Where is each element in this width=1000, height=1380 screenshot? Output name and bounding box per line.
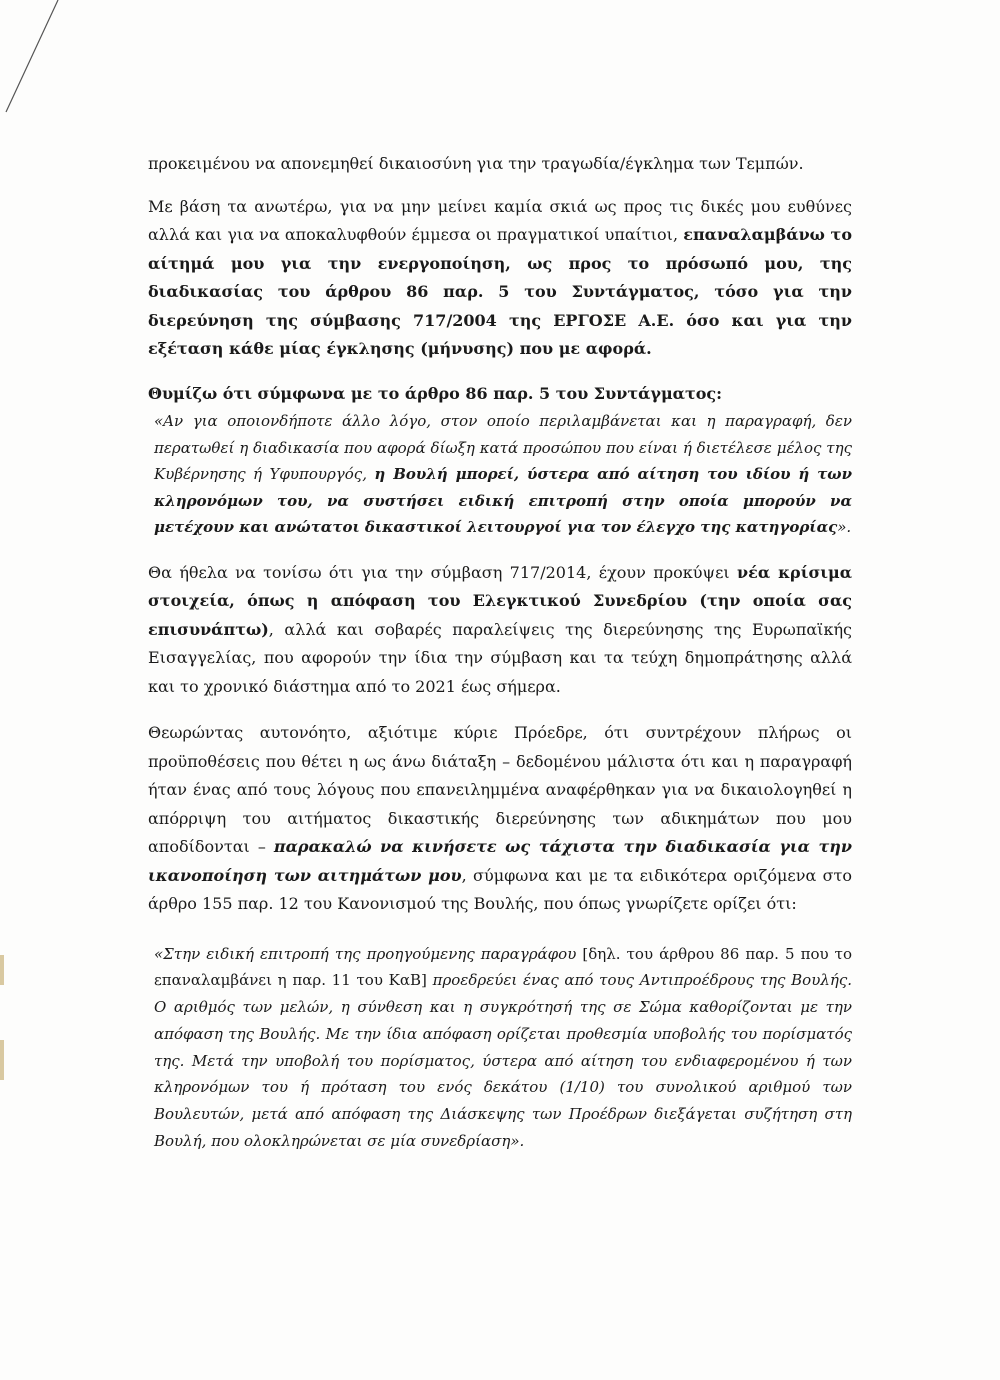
text-run-bold: επαναλαμβάνω το αίτημά μου για την ενεργοποίηση, ως προς το πρόσωπό μου, της διαδικασίας του άρθρου 86 παρ. 5 του Συντάγματος, τόσο για την διερεύνηση της σύμβασης 717/2004 της ΕΡΓΟΣΕ Α.Ε. όσο και για την εξέταση κάθε μίας έγκλησης (μήνυσης) που με αφορά. <box>148 225 852 358</box>
text-run: Θεωρώντας αυτονόητο, αξιότιμε κύριε Πρόεδρε, ότι συντρέχουν πλήρως οι προϋποθέσεις που θέτει η ως άνω διάταξη – δεδομένου μάλιστα ότι και η παραγραφή ήταν ένας από τους λόγους που επανειλημμένα αναφέρθηκαν για να δικαιολογηθεί η απόρριψη του αιτήματος δικαστικής διερεύνησης των αδικημάτων που μου αποδίδονται – <box>148 723 852 856</box>
text-run-bold-italic: η Βουλή μπορεί, ύστερα από αίτηση του ιδίου ή των κληρονόμων του, να συστήσει ειδική επιτροπή στην οποία μπορούν να μετέχουν και ανώτατοι δικαστικοί λειτουργοί για τον έλεγχο της κατηγορίας <box>154 465 852 536</box>
text-run-italic: προεδρεύει ένας από τους Αντιπροέδρους της Βουλής. Ο αριθμός των μελών, η σύνθεση και η συγκρότησή της σε Σώμα καθορίζονται με την απόφαση της Βουλής. Με την ίδια απόφαση ορίζεται προθεσμία υποβολής του πορίσματός της. Μετά την υποβολή του πορίσματος, ύστερα από αίτηση του ενδιαφερομένου ή των κληρονόμων του ή πρόταση του ενός δεκάτου (1/10) του συνολικού αριθμού των Βουλευτών, μετά από απόφαση της Διάσκεψης των Προέδρων διεξάγεται συζήτηση στη Βουλή, που ολοκληρώνεται σε μία συνεδρίαση». <box>154 971 852 1151</box>
text-run-bold-italic: παρακαλώ να κινήσετε ως τάχιστα την διαδικασία για την ικανοποίηση των αιτημάτων μου <box>148 837 852 885</box>
letter-body <box>148 150 852 1155</box>
text-run: , αλλά και σοβαρές παραλείψεις της διερεύνησης της Ευρωπαϊκής Εισαγγελίας, που αφορούν την ίδια την σύμβαση και τα τεύχη δημοπράτησης αλλά και το χρονικό διάστημα από το 2021 έως σήμερα. <box>148 619 852 696</box>
text-run-italic: ». <box>837 518 852 536</box>
text-run-bold: νέα κρίσιμα στοιχεία, όπως η απόφαση του Ελεγκτικού Συνεδρίου (την οποία σας επισυνάπτω) <box>148 562 853 639</box>
paragraph-intro <box>148 150 852 179</box>
text-run: Με βάση τα ανωτέρω, για να μην μείνει καμία σκιά ως προς τις δικές μου ευθύνες αλλά και για να αποκαλυφθούν έμμεσα οι πραγματικοί υπαίτιοι, <box>148 196 852 244</box>
quote-constitution <box>148 408 852 541</box>
text-run-italic: «Στην ειδική επιτροπή της προηγούμενης παραγράφου <box>154 944 583 963</box>
text-run: , σύμφωνα και με τα ειδικότερα οριζόμενα στο άρθρο 155 παρ. 12 του Κανονισμού της Βουλής, που όπως γνωρίζετε ορίζει ότι: <box>148 865 852 913</box>
text-run: προκειμένου να απονεμηθεί δικαιοσύνη για την τραγωδία/έγκλημα των Τεμπών. <box>148 154 804 173</box>
quote-regulation <box>148 941 852 1155</box>
scan-margin-mark <box>0 955 4 985</box>
paragraph-request <box>148 193 852 364</box>
scan-margin-mark <box>0 1040 4 1080</box>
text-run: Θα ήθελα να τονίσω ότι για την σύμβαση 717/2014, έχουν προκύψει <box>148 562 738 582</box>
paragraph-new-evidence <box>148 559 852 702</box>
text-run: [δηλ. του άρθρου 86 παρ. 5 που το επαναλαμβάνει η παρ. 11 του ΚαΒ] <box>154 944 852 990</box>
scan-edge-mark <box>0 0 80 120</box>
paragraph-reminder <box>148 380 852 409</box>
text-run-italic: «Αν για οποιονδήποτε άλλο λόγο, στον οποίο περιλαμβάνεται και η παραγραφή, δεν περατωθεί η διαδικασία που αφορά δίωξη κατά προσώπου που είναι ή διετέλεσε μέλος της Κυβέρνησης ή Υφυπουργός, <box>154 412 852 483</box>
text-run-bold: Θυμίζω ότι σύμφωνα με το άρθρο 86 παρ. 5 του Συντάγματος: <box>148 383 723 403</box>
paragraph-plea <box>148 719 852 919</box>
